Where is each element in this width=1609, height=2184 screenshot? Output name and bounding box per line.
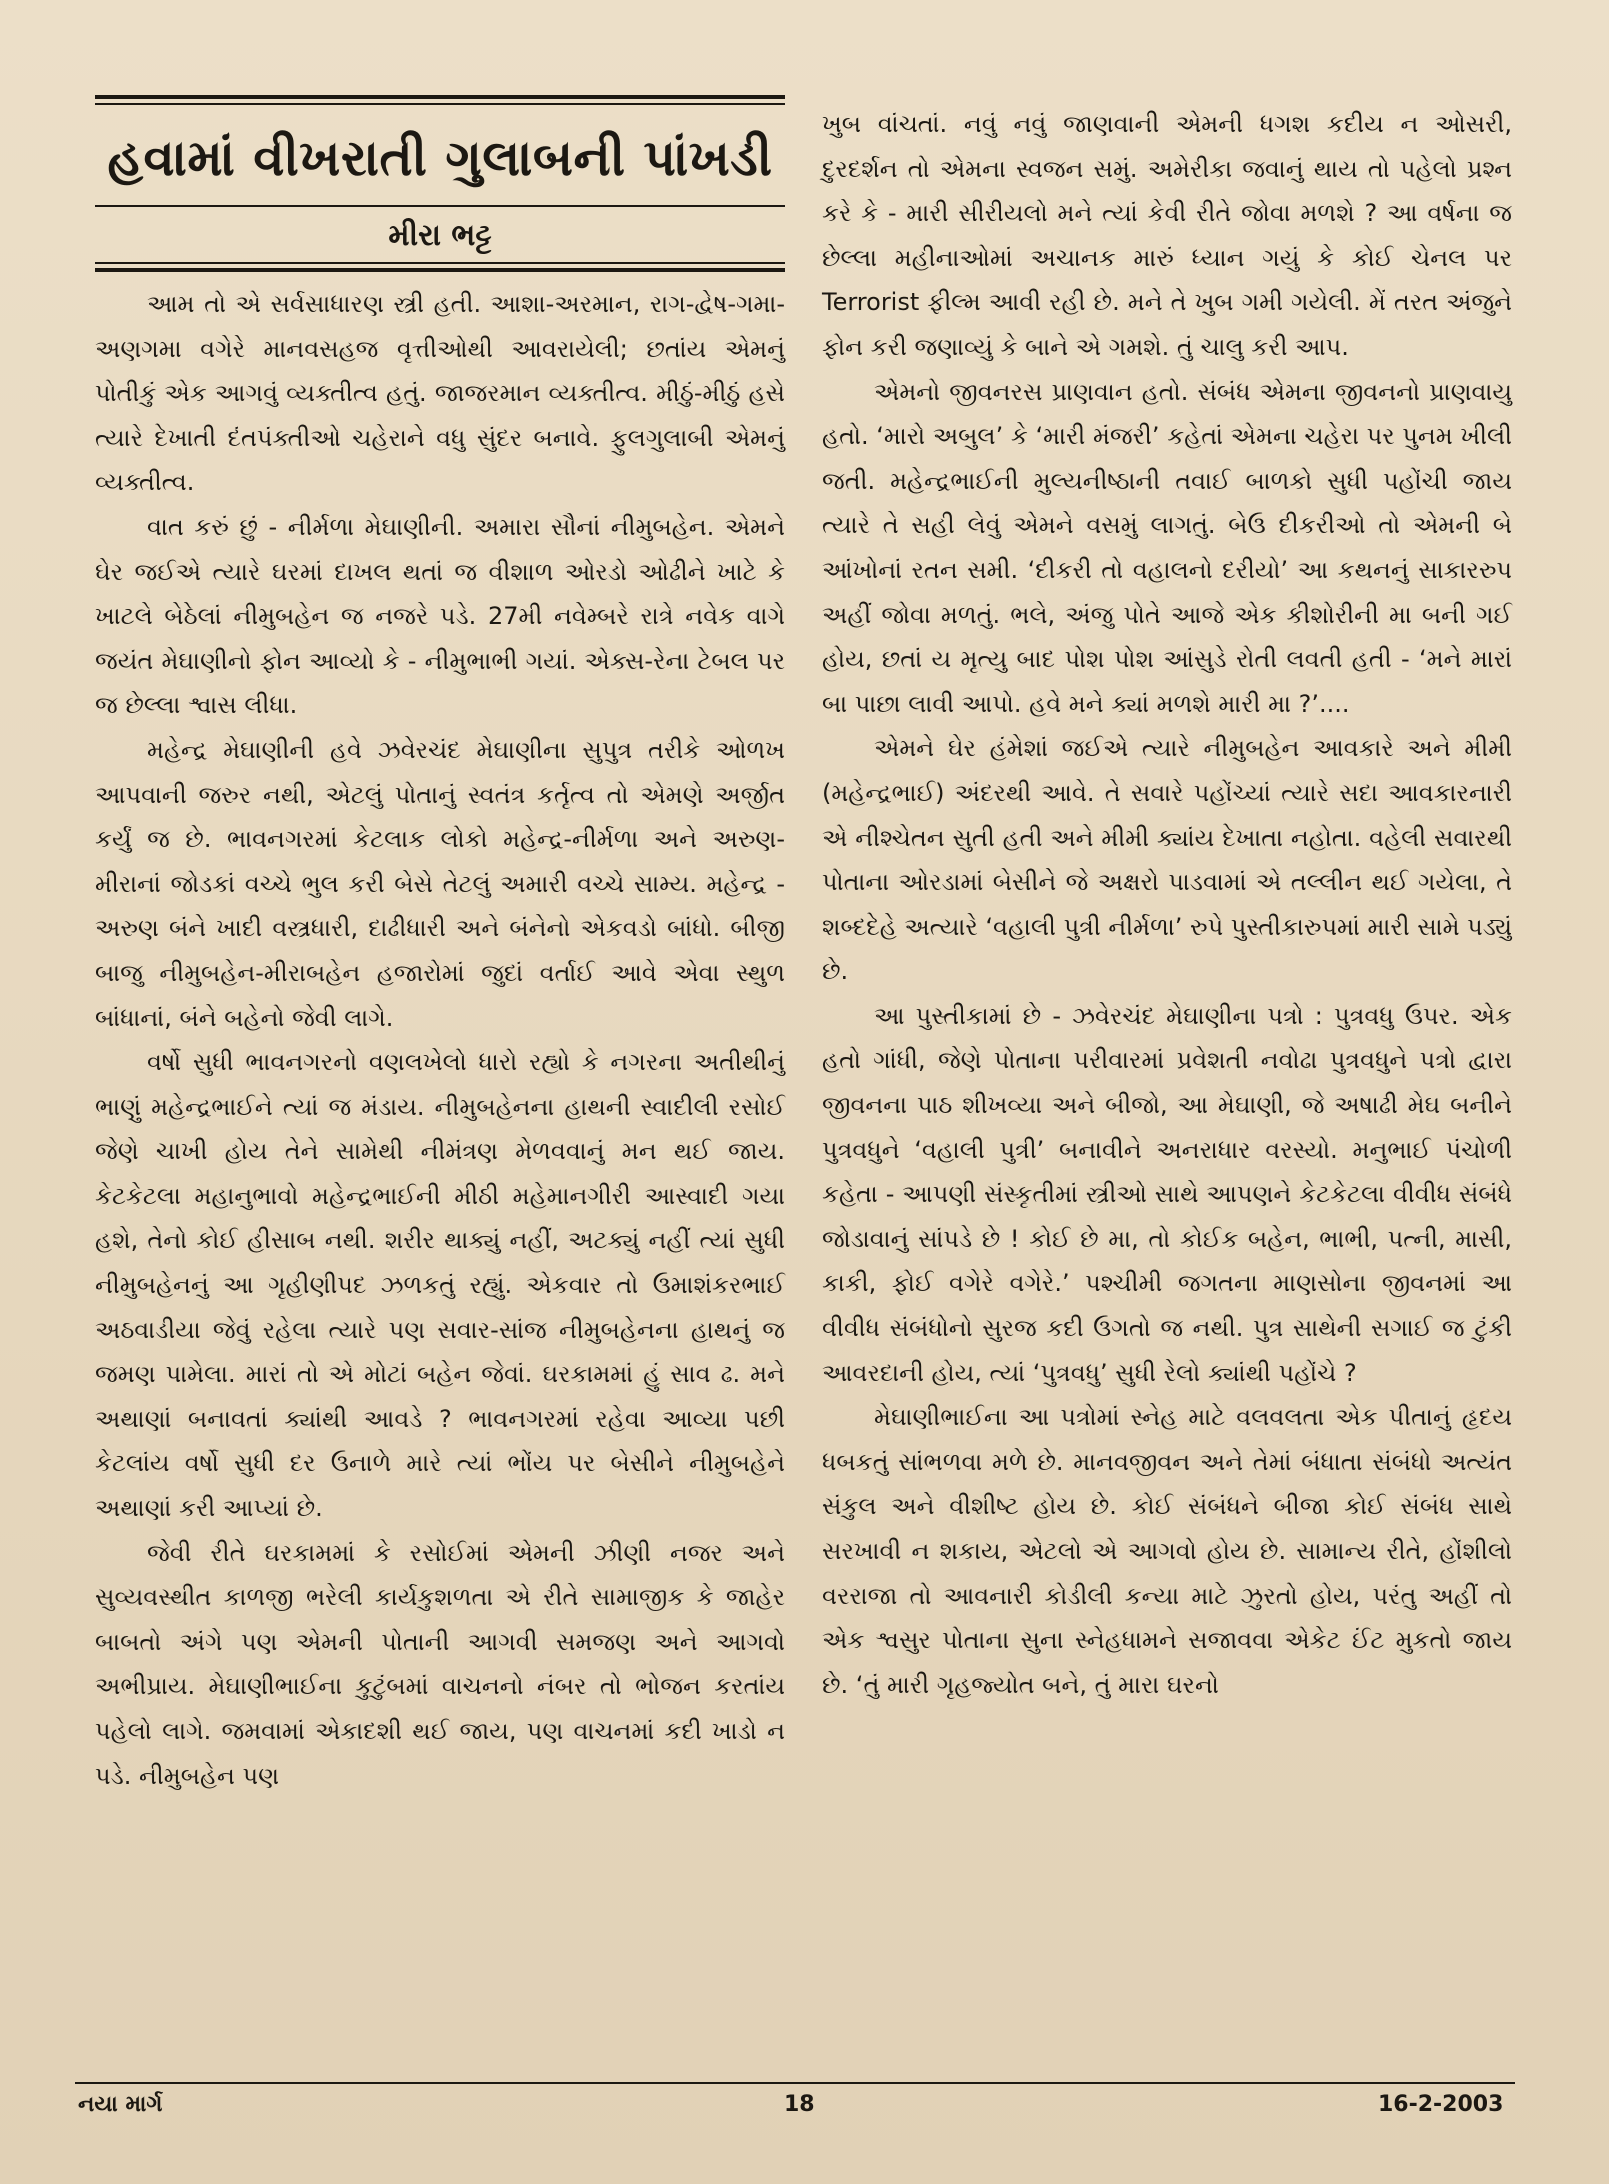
paragraph: મેઘાણીભાઈના આ પત્રોમાં સ્નેહ માટે વલવલતા એક પીતાનું હૃદય ધબકતું સાંભળવા મળે છે. માનવજીવન અને તેમાં બંધાતા સંબંધો અત્યંત સંકુલ અને વીશીષ્ટ હોય છે. કોઈ સંબંધને બીજા કોઈ સંબંધ સાથે સરખાવી ન શકાય, એટલો એ આગવો હોય છે. સામાન્ય રીતે, હોંશીલો વરરાજા તો આવનારી કોડીલી કન્યા માટે ઝુરતો હોય, પરંતુ અહીં તો એક શ્વસુર પોતાના સુના સ્નેહધામને સજાવવા એકેટ ઈંટ મુકતો જાય છે. ‘તું મારી ગૃહજ્યોત બને, તું મારા ઘરનો: [822, 1403, 1512, 1699]
paragraph: આ પુસ્તીકામાં છે - ઝવેરચંદ મેઘાણીના પત્રો : પુત્રવધુ ઉપર. એક હતો ગાંધી, જેણે પોતાના પરીવારમાં પ્રવેશતી નવોઢા પુત્રવધુને પત્રો દ્વારા જીવનના પાઠ શીખવ્યા અને બીજો, આ મેઘાણી, જે અષાઢી મેઘ બનીને પુત્રવધુને ‘વહાલી પુત્રી’ બનાવીને અનરાધાર વરસ્યો. મનુભાઈ પંચોળી કહેતા - આપણી સંસ્કૃતીમાં સ્ત્રીઓ સાથે આપણને કેટકેટલા વીવીધ સંબંધે જોડાવાનું સાંપડે છે ! કોઈ છે મા, તો કોઈક બહેન, ભાભી, પત્ની, માસી, કાકી, ફોઈ વગેરે વગેરે.’ પશ્ચીમી જગતના માણસોના જીવનમાં આ વીવીધ સંબંધોનો સુરજ કદી ઉગતો જ નથી. પુત્ર સાથેની સગાઈ જ ટુંકી આવરદાની હોય, ત્યાં ‘પુત્રવધુ’ સુધી રેલો ક્યાંથી પહોંચે ?: [822, 1001, 1512, 1387]
paragraph: એમને ઘેર હંમેશાં જઈએ ત્યારે નીમુબહેન આવકારે અને મીમી (મહેન્દ્રભાઈ) અંદરથી આવે. તે સવારે પહોંચ્યાં ત્યારે સદા આવકારનારી એ નીશ્ચેતન સુતી હતી અને મીમી ક્યાંય દેખાતા નહોતા. વહેલી સવારથી પોતાના ઓરડામાં બેસીને જે અક્ષરો પાડવામાં એ તલ્લીન થઈ ગયેલા, તે શબ્દદેહે અત્યારે ‘વહાલી પુત્રી નીર્મળા’ રુપે પુસ્તીકારુપમાં મારી સામે પડ્યું છે.: [822, 734, 1512, 986]
article-title: હવામાં વીખરાતી ગુલાબની પાંખડી: [107, 129, 773, 187]
title-top-rule-thin: [95, 103, 785, 105]
left-column: [95, 282, 785, 1798]
footer-page-number: 18: [784, 2092, 815, 2117]
author-bottom-rule-thin: [95, 262, 785, 264]
footer-rule: [75, 2082, 1515, 2084]
author-bottom-rule: [95, 268, 785, 272]
paragraph: મહેન્દ્ર મેઘાણીની હવે ઝવેરચંદ મેઘાણીના સુપુત્ર તરીકે ઓળખ આપવાની જરુર નથી, એટલું પોતાનું સ્વતંત્ર કર્તૃત્વ તો એમણે અર્જીત કર્યું જ છે. ભાવનગરમાં કેટલાક લોકો મહેન્દ્ર-નીર્મળા અને અરુણ-મીરાનાં જોડકાં વચ્ચે ભુલ કરી બેસે તેટલું અમારી વચ્ચે સામ્ય. મહેન્દ્ર - અરુણ બંને ખાદી વસ્ત્રધારી, દાઢીધારી અને બંનેનો એકવડો બાંધો. બીજી બાજુ નીમુબહેન-મીરાબહેન હજારોમાં જુદાં વર્તાઈ આવે એવા સ્થુળ બાંધાનાં, બંને બહેનો જેવી લાગે.: [95, 735, 785, 1032]
paragraph: એમનો જીવનરસ પ્રાણવાન હતો. સંબંધ એમના જીવનનો પ્રાણવાયુ હતો. ‘મારો અબુલ’ કે ‘મારી મંજરી’ કહેતાં એમના ચહેરા પર પુનમ ખીલી જતી. મહેન્દ્રભાઈની મુલ્યનીષ્ઠાની તવાઈ બાળકો સુધી પહોંચી જાય ત્યારે તે સહી લેવું એમને વસમું લાગતું. બેઉ દીકરીઓ તો એમની બે આંખોનાં રતન સમી. ‘દીકરી તો વહાલનો દરીયો’ આ કથનનું સાકારરુપ અહીં જોવા મળતું. ભલે, અંજુ પોતે આજે એક કીશોરીની મા બની ગઈ હોય, છતાં ય મૃત્યુ બાદ પોશ પોશ આંસુડે રોતી લવતી હતી - ‘મને મારાં બા પાછા લાવી આપો. હવે મને ક્યાં મળશે મારી મા ?’....: [822, 377, 1512, 718]
title-top-rule: [95, 95, 785, 99]
title-block: [95, 118, 785, 198]
paragraph: ખુબ વાંચતાં. નવું નવું જાણવાની એમની ધગશ કદીય ન ઓસરી, દુરદર્શન તો એમના સ્વજન સમું. અમેરીકા જવાનું થાય તો પહેલો પ્રશ્ન કરે કે - મારી સીરીયલો મને ત્યાં કેવી રીતે જોવા મળશે ? આ વર્ષના જ છેલ્લા મહીનાઓમાં અચાનક મારું ધ્યાન ગયું કે કોઈ ચેનલ પર Terrorist ફીલ્મ આવી રહી છે. મને તે ખુબ ગમી ગયેલી. મેં તરત અંજુને ફોન કરી જણાવ્યું કે બાને એ ગમશે. તું ચાલુ કરી આપ.: [822, 110, 1512, 361]
paragraph: વાત કરું છું - નીર્મળા મેઘાણીની. અમારા સૌનાં નીમુબહેન. એમને ઘેર જઈએ ત્યારે ઘરમાં દાખલ થતાં જ વીશાળ ઓરડો ઓઢીને ખાટે કે ખાટલે બેઠેલાં નીમુબહેન જ નજરે પડે. 27મી નવેમ્બરે રાત્રે નવેક વાગે જયંત મેઘાણીનો ફોન આવ્યો કે - નીમુભાભી ગયાં. એક્સ-રેના ટેબલ પર જ છેલ્લા શ્વાસ લીધા.: [95, 512, 785, 720]
footer-date: 16-2-2003: [1378, 2092, 1504, 2117]
footer-publication: નયા માર્ગ: [78, 2092, 163, 2117]
article-author: મીરા ભટ્ટ: [388, 218, 492, 253]
paragraph: જેવી રીતે ઘરકામમાં કે રસોઈમાં એમની ઝીણી નજર અને સુવ્યવસ્થીત કાળજી ભરેલી કાર્યકુશળતા એ રીતે સામાજીક કે જાહેર બાબતો અંગે પણ એમની પોતાની આગવી સમજણ અને આગવો અભીપ્રાય. મેઘાણીભાઈના કુટુંબમાં વાચનનો નંબર તો ભોજન કરતાંય પહેલો લાગે. જમવામાં એકાદશી થઈ જાય, પણ વાચનમાં કદી ખાડો ન પડે. નીમુબહેન પણ: [95, 1538, 785, 1790]
right-column: [822, 102, 1512, 1707]
author-block: [95, 206, 785, 266]
paragraph: વર્ષો સુધી ભાવનગરનો વણલખેલો ધારો રહ્યો કે નગરના અતીથીનું ભાણું મહેન્દ્રભાઈને ત્યાં જ મંડાય. નીમુબહેનના હાથની સ્વાદીલી રસોઈ જેણે ચાખી હોય તેને સામેથી નીમંત્રણ મેળવવાનું મન થઈ જાય. કેટકેટલા મહાનુભાવો મહેન્દ્રભાઈની મીઠી મહેમાનગીરી આસ્વાદી ગયા હશે, તેનો કોઈ હીસાબ નથી. શરીર થાક્યું નહીં, અટક્યું નહીં ત્યાં સુધી નીમુબહેનનું આ ગૃહીણીપદ ઝળકતું રહ્યું. એકવાર તો ઉમાશંકરભાઈ અઠવાડીયા જેવું રહેલા ત્યારે પણ સવાર-સાંજ નીમુબહેનના હાથનું જ જમણ પામેલા. મારાં તો એ મોટાં બહેન જેવાં. ઘરકામમાં હું સાવ ઢ. મને અથાણાં બનાવતાં ક્યાંથી આવડે ? ભાવનગરમાં રહેવા આવ્યા પછી કેટલાંય વર્ષો સુધી દર ઉનાળે મારે ત્યાં ભોંય પર બેસીને નીમુબહેને અથાણાં કરી આપ્યાં છે.: [95, 1048, 785, 1523]
paragraph: આમ તો એ સર્વસાધારણ સ્ત્રી હતી. આશા-અરમાન, રાગ-દ્વેષ-ગમા-અણગમા વગેરે માનવસહજ વૃત્તીઓથી આવરાયેલી; છતાંય એમનું પોતીકું એક આગવું વ્યક્તીત્વ હતું. જાજરમાન વ્યક્તીત્વ. મીઠું-મીઠું હસે ત્યારે દેખાતી દંતપંક્તીઓ ચહેરાને વધુ સુંદર બનાવે. ફુલગુલાબી એમનું વ્યક્તીત્વ.: [95, 290, 785, 497]
